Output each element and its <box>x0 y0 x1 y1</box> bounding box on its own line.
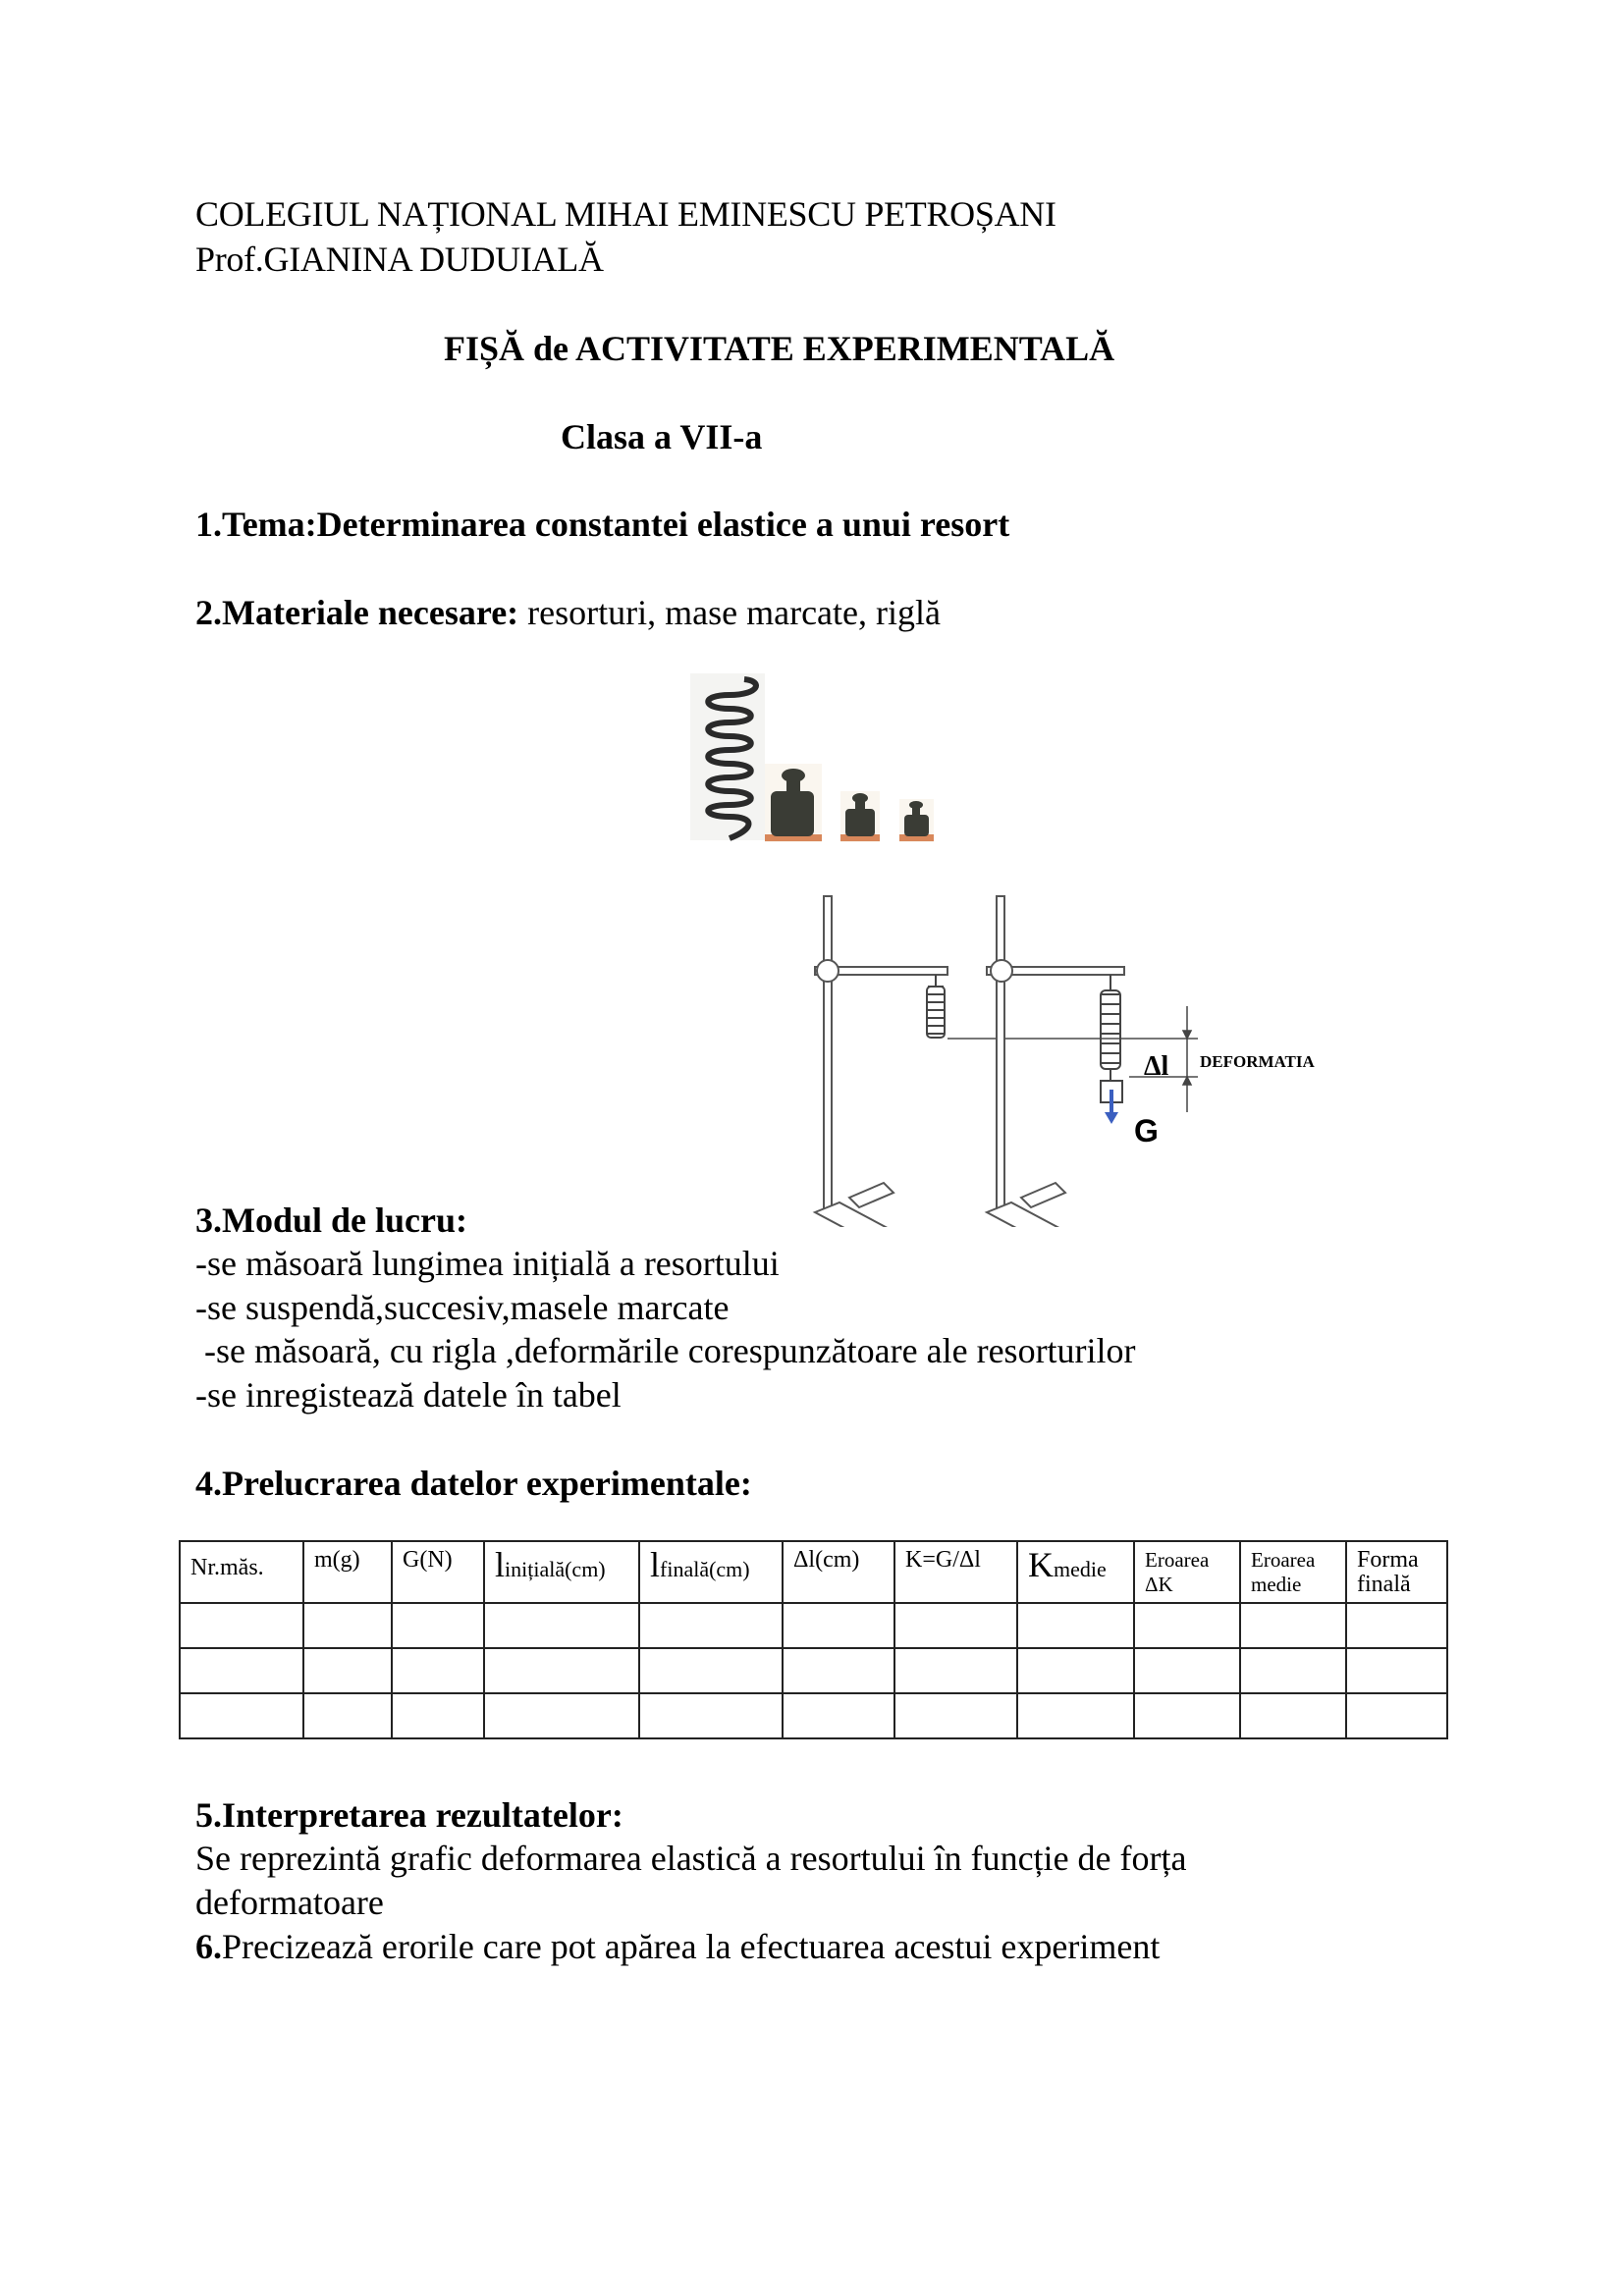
weight-large-icon <box>765 764 822 842</box>
table-cell[interactable] <box>303 1693 392 1738</box>
experiment-data-table <box>179 1540 1448 1739</box>
table-cell[interactable] <box>783 1603 894 1648</box>
col-header-weight: G(N) <box>392 1541 484 1603</box>
col-header-k-mean: Kmedie <box>1017 1541 1134 1603</box>
deformation-label: DEFORMATIA <box>1200 1052 1315 1071</box>
table-cell[interactable] <box>1017 1693 1134 1738</box>
col-header-final-length: lfinală(cm) <box>639 1541 783 1603</box>
table-cell[interactable] <box>1346 1693 1447 1738</box>
school-name: COLEGIUL NAȚIONAL MIHAI EMINESCU PETROȘANI <box>195 194 1056 234</box>
section-5-line-2: deformatoare <box>195 1883 384 1922</box>
table-cell[interactable] <box>894 1603 1017 1648</box>
table-cell[interactable] <box>1017 1603 1134 1648</box>
col-header-nr: Nr.măs. <box>180 1541 303 1603</box>
teacher-name: Prof.GIANINA DUDUIALĂ <box>195 240 604 279</box>
deformation-dimension-icon <box>1183 1006 1191 1112</box>
section-1-text: Determinarea constantei elastice a unui resort <box>316 505 1010 544</box>
spring-loaded-icon <box>1101 975 1120 1080</box>
table-cell[interactable] <box>484 1648 639 1693</box>
section-6-text: Precizează erorile care pot apărea la efectuarea acestui experiment <box>222 1927 1161 1966</box>
table-cell[interactable] <box>180 1603 303 1648</box>
section-1-theme <box>195 504 1009 545</box>
table-cell[interactable] <box>783 1693 894 1738</box>
step-1: -se măsoară lungimea inițială a resortului <box>195 1244 780 1283</box>
section-5-line-1: Se reprezintă grafic deformarea elastică a resortului în funcție de forța <box>195 1839 1187 1878</box>
table-cell[interactable] <box>1346 1648 1447 1693</box>
col-header-mean-error: Eroarea medie <box>1240 1541 1346 1603</box>
table-cell[interactable] <box>1017 1648 1134 1693</box>
weight-small-icon <box>899 799 934 842</box>
table-cell[interactable] <box>1240 1603 1346 1648</box>
stand-left <box>815 896 947 1227</box>
table-cell[interactable] <box>303 1603 392 1648</box>
table-row <box>180 1648 1447 1693</box>
table-cell[interactable] <box>783 1648 894 1693</box>
weight-medium-icon <box>840 791 880 842</box>
section-3-label: 3.Modul de lucru: <box>195 1201 468 1240</box>
section-5-label: 5.Interpretarea rezultatelor: <box>195 1795 623 1835</box>
table-cell[interactable] <box>484 1693 639 1738</box>
section-6-label: 6. <box>195 1927 222 1966</box>
step-2: -se suspendă,succesiv,masele marcate <box>195 1288 730 1327</box>
table-cell[interactable] <box>484 1603 639 1648</box>
table-cell[interactable] <box>392 1693 484 1738</box>
table-cell[interactable] <box>1134 1648 1240 1693</box>
table-row <box>180 1603 1447 1648</box>
col-header-k: K=G/Δl <box>894 1541 1017 1603</box>
stand-right <box>987 896 1124 1227</box>
materials-image <box>690 673 942 842</box>
table-cell[interactable] <box>180 1648 303 1693</box>
section-1-label: 1.Tema: <box>195 505 317 544</box>
col-header-error-dk: Eroarea ΔK <box>1134 1541 1240 1603</box>
section-6 <box>195 1926 1160 1967</box>
table-cell[interactable] <box>303 1648 392 1693</box>
step-3: -se măsoară, cu rigla ,deformările corespunzătoare ale resorturilor <box>195 1331 1136 1370</box>
col-header-initial-length: linițială(cm) <box>484 1541 639 1603</box>
table-cell[interactable] <box>1240 1693 1346 1738</box>
class-label: Clasa a VII-a <box>561 417 763 456</box>
section-2-text: resorturi, mase marcate, riglă <box>518 593 941 632</box>
table-cell[interactable] <box>1240 1648 1346 1693</box>
table-cell[interactable] <box>1346 1603 1447 1648</box>
table-row <box>180 1693 1447 1738</box>
table-cell[interactable] <box>180 1693 303 1738</box>
spring-setup-diagram <box>810 888 1345 1227</box>
weight-arrowhead-icon <box>1105 1112 1118 1124</box>
table-cell[interactable] <box>894 1693 1017 1738</box>
step-4: -se inregistează datele în tabel <box>195 1375 622 1415</box>
table-cell[interactable] <box>1134 1603 1240 1648</box>
col-header-mass: m(g) <box>303 1541 392 1603</box>
table-cell[interactable] <box>392 1603 484 1648</box>
delta-l-label: Δl <box>1144 1051 1169 1082</box>
table-cell[interactable] <box>1134 1693 1240 1738</box>
table-cell[interactable] <box>639 1603 783 1648</box>
table-cell[interactable] <box>639 1693 783 1738</box>
table-header-row <box>180 1541 1447 1603</box>
table-cell[interactable] <box>894 1648 1017 1693</box>
spring-unloaded-icon <box>927 975 945 1038</box>
col-header-delta-l: Δl(cm) <box>783 1541 894 1603</box>
document-title: FIȘĂ de ACTIVITATE EXPERIMENTALĂ <box>444 329 1115 368</box>
section-2-materials <box>195 592 941 633</box>
section-2-label: 2.Materiale necesare: <box>195 593 519 632</box>
table-cell[interactable] <box>392 1648 484 1693</box>
weight-g-label: G <box>1134 1113 1159 1148</box>
table-cell[interactable] <box>639 1648 783 1693</box>
section-4-label: 4.Prelucrarea datelor experimentale: <box>195 1464 752 1503</box>
col-header-final-form: Forma finală <box>1346 1541 1447 1603</box>
